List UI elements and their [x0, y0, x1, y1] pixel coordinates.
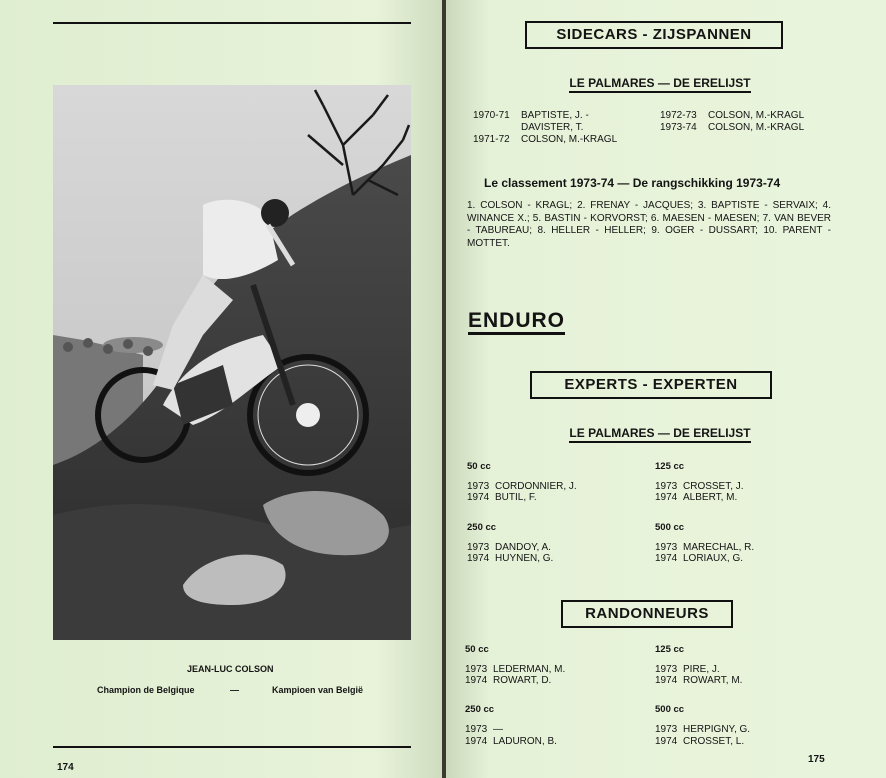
randonneurs-header: RANDONNEURS	[561, 600, 733, 628]
sidecars-palmares-header: LE PALMARES — DE ERELIJST	[480, 76, 840, 90]
class-label: 50 cc	[467, 461, 491, 472]
result-row: 1973 —	[465, 724, 503, 735]
enduro-header: ENDURO	[468, 310, 565, 335]
result-row: 1974 ROWART, D.	[465, 675, 552, 686]
class-label: 500 cc	[655, 522, 685, 533]
result-row: 1973 HERPIGNY, G.	[655, 724, 751, 735]
result-row: 1973 LEDERMAN, M.	[465, 664, 566, 675]
experts-header: EXPERTS - EXPERTEN	[530, 371, 772, 399]
class-label: 125 cc	[655, 461, 685, 472]
bleed-through-text	[60, 34, 74, 68]
class-label: 50 cc	[465, 644, 489, 655]
result-row: 1974 ALBERT, M.	[655, 492, 738, 503]
rider-photo	[53, 85, 411, 640]
class-label: 125 cc	[655, 644, 685, 655]
caption-title-nl: Kampioen van België	[272, 685, 364, 695]
class-label: 250 cc	[465, 704, 495, 715]
result-row: 1973 CROSSET, J.	[655, 481, 744, 492]
left-page	[0, 0, 442, 778]
caption-name: JEAN-LUC COLSON	[187, 664, 274, 674]
classement-header: Le classement 1973-74 — De rangschikking 1973-74	[484, 176, 781, 190]
sidecars-entry: DAVISTER, T.	[521, 122, 584, 133]
bottom-rule	[53, 746, 411, 748]
sidecars-header: SIDECARS - ZIJSPANNEN	[525, 21, 783, 49]
top-rule	[53, 22, 411, 24]
result-row: 1973 PIRE, J.	[655, 664, 720, 675]
result-row: 1974 BUTIL, F.	[467, 492, 537, 503]
sidecars-entry: 1970-71 BAPTISTE, J. -	[473, 110, 589, 121]
result-row: 1973 MARECHAL, R.	[655, 542, 755, 553]
caption-dash: —	[230, 685, 239, 695]
class-label: 250 cc	[467, 522, 497, 533]
enduro-palmares-header: LE PALMARES — DE ERELIJST	[480, 426, 840, 440]
result-row: 1974 HUYNEN, G.	[467, 553, 554, 564]
result-row: 1973 CORDONNIER, J.	[467, 481, 577, 492]
result-row: 1974 CROSSET, L.	[655, 736, 745, 747]
caption-title-fr: Champion de Belgique	[97, 685, 195, 695]
class-label: 500 cc	[655, 704, 685, 715]
result-row: 1974 LORIAUX, G.	[655, 553, 744, 564]
sidecars-entry: 1971-72 COLSON, M.-KRAGL	[473, 134, 618, 145]
page-number-right: 175	[808, 754, 825, 765]
result-row: 1973 DANDOY, A.	[467, 542, 551, 553]
classement-text: 1. COLSON - KRAGL; 2. FRENAY - JACQUES; 3. BAPTISTE - SERVAIX; 4. WINANCE X.; 5. BASTIN - KORVORST; 6. MAESEN - MAESEN; 7. VAN BEVER - TABUREAU; 8. HELLER - HELLER; 9. OGER - DUSSART; 10. PARENT - MOTTET.	[467, 200, 831, 249]
result-row: 1974 ROWART, M.	[655, 675, 743, 686]
sidecars-entry: 1973-74 COLSON, M.-KRAGL	[660, 122, 805, 133]
page-number-left: 174	[57, 762, 74, 773]
result-row: 1974 LADURON, B.	[465, 736, 557, 747]
sidecars-entry: 1972-73 COLSON, M.-KRAGL	[660, 110, 805, 121]
